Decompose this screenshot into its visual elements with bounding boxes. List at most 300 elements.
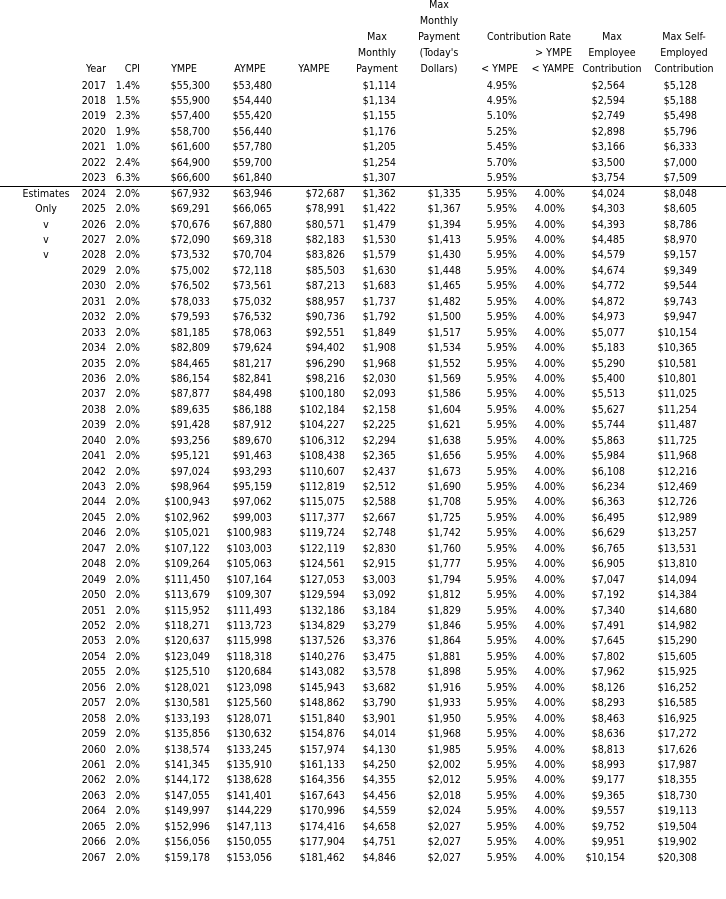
cell-ympe: $111,450 [164,573,210,586]
table-row [0,511,726,526]
cell-year: 2064 [81,805,106,818]
cell-rate-low: 5.95% [486,774,517,787]
cell-cpi: 2.0% [115,403,140,416]
cell-cpi: 2.0% [115,635,140,648]
cell-rate-low: 5.95% [486,419,517,432]
cell-yampe: $127,053 [299,573,345,586]
cell-cpi: 2.0% [115,542,140,555]
cell-year: 2041 [81,450,106,463]
cell-rate-low: 5.95% [486,836,517,849]
cell-rate-low: 5.95% [486,635,517,648]
cell-aympe: $73,561 [232,280,272,293]
cell-max-monthly: $4,355 [362,774,396,787]
cell-aympe: $93,293 [232,465,272,478]
cell-max-monthly: $1,155 [362,110,396,123]
cell-ympe: $128,021 [164,681,210,694]
cell-yampe: $72,687 [305,187,345,200]
cell-rate-high: 4.00% [534,836,565,849]
cell-year: 2025 [81,203,106,216]
cell-max-monthly-today: $1,621 [427,419,461,432]
table-row [0,171,726,186]
cell-max-monthly: $3,682 [362,681,396,694]
cell-aympe: $95,159 [232,481,272,494]
cell-rate-low: 5.25% [486,125,517,138]
cell-cpi: 6.3% [115,172,140,185]
cell-max-monthly: $2,667 [362,511,396,524]
cell-max-monthly: $1,683 [362,280,396,293]
cell-year: 2036 [81,372,106,385]
cell-yampe: $90,736 [305,311,345,324]
cell-max-employee: $6,905 [591,558,625,571]
table-row [0,279,726,294]
cell-cpi: 2.0% [115,203,140,216]
header-self-3: Contribution [654,63,714,75]
cell-ympe: $135,856 [164,728,210,741]
cell-max-employee: $7,340 [591,604,625,617]
cell-year: 2021 [81,141,106,154]
cell-max-self: $17,272 [657,728,697,741]
cell-cpi: 2.0% [115,511,140,524]
cell-max-monthly-today: $1,933 [427,697,461,710]
cell-max-monthly: $2,030 [362,372,396,385]
cell-max-monthly-today: $2,027 [427,820,461,833]
cell-max-monthly: $1,114 [362,79,396,92]
cell-ympe: $87,877 [170,388,210,401]
cell-aympe: $81,217 [232,357,272,370]
cell-aympe: $89,670 [232,434,272,447]
table-row [0,125,726,140]
cell-max-employee: $10,154 [585,851,625,864]
cell-rate-low: 5.95% [486,511,517,524]
cell-cpi: 2.0% [115,481,140,494]
cell-yampe: $134,829 [299,620,345,632]
cell-year: 2047 [81,542,106,555]
table-row [0,619,726,634]
cell-aympe: $144,229 [226,805,272,818]
cell-ympe: $61,600 [170,141,210,154]
cell-rate-low: 5.95% [486,728,517,741]
cell-max-monthly: $1,205 [362,141,396,154]
cell-rate-high: 4.00% [534,342,565,355]
cell-max-employee: $2,898 [591,125,625,138]
cell-cpi: 2.0% [115,712,140,725]
cell-max-employee: $9,177 [591,774,625,787]
cell-max-self: $10,365 [657,342,697,355]
cell-max-monthly-today: $1,760 [427,542,461,555]
cell-cpi: 2.0% [115,681,140,694]
cell-max-monthly-today: $2,027 [427,851,461,864]
cell-aympe: $107,164 [226,573,272,586]
cell-yampe: $100,180 [299,388,345,401]
table-row [0,465,726,480]
cell-max-monthly: $1,530 [362,234,396,246]
cell-ympe: $138,574 [164,743,210,756]
cell-rate-low: 5.95% [486,820,517,833]
cell-rate-low: 4.95% [486,79,517,92]
cell-year: 2026 [81,218,106,231]
cell-max-self: $15,290 [657,635,697,648]
cell-max-monthly-today: $1,534 [427,342,461,355]
cell-max-self: $8,605 [663,203,697,216]
cell-max-self: $10,581 [657,357,697,370]
cell-max-monthly-today: $1,916 [427,681,461,694]
cell-max-monthly: $2,588 [362,496,396,509]
cell-rate-low: 5.95% [486,357,517,370]
cell-rate-high: 4.00% [534,388,565,401]
cell-ympe: $118,271 [164,620,210,632]
cell-year: 2023 [81,172,106,185]
cell-year: 2018 [81,95,106,108]
table-row [0,773,726,788]
cell-yampe: $154,876 [299,728,345,741]
cell-cpi: 2.0% [115,728,140,741]
cell-max-monthly: $3,184 [362,604,396,617]
cell-aympe: $69,318 [232,234,272,246]
cell-rate-high: 4.00% [534,604,565,617]
cell-yampe: $140,276 [299,650,345,663]
cell-max-self: $9,743 [663,295,697,308]
cell-max-employee: $4,579 [591,249,625,262]
cell-max-monthly-today: $1,552 [427,357,461,370]
cell-max-self: $8,048 [663,187,697,200]
cell-cpi: 2.0% [115,820,140,833]
side-note: Only [35,203,57,216]
table-row [0,835,726,850]
cell-max-monthly: $4,751 [362,836,396,849]
table-row [0,712,726,727]
table-row [0,387,726,402]
cell-yampe: $96,290 [305,357,345,370]
table-row [0,264,726,279]
cell-yampe: $80,571 [305,218,345,231]
cell-rate-high: 4.00% [534,234,565,246]
cell-rate-high: 4.00% [534,511,565,524]
cell-max-self: $12,216 [657,465,697,478]
header-max-monthly-3: Payment [356,63,398,75]
cell-cpi: 2.0% [115,187,140,200]
table-row [0,573,726,588]
cell-max-monthly-today: $1,586 [427,388,461,401]
cell-year: 2067 [81,851,106,864]
header-today-3: Payment [418,31,460,43]
cell-year: 2042 [81,465,106,478]
cell-rate-low: 5.95% [486,326,517,339]
table-row [0,357,726,372]
cell-aympe: $141,401 [226,789,272,802]
cell-rate-low: 5.95% [486,280,517,293]
cell-ympe: $67,932 [170,187,210,200]
cell-rate-high: 4.00% [534,851,565,864]
cell-max-employee: $8,293 [591,697,625,710]
cell-max-self: $5,796 [663,125,697,138]
cell-aympe: $138,628 [226,774,272,787]
cell-max-monthly: $1,792 [362,311,396,324]
cell-max-monthly: $3,279 [362,620,396,632]
cell-rate-low: 5.10% [486,110,517,123]
cell-max-employee: $6,108 [591,465,625,478]
cell-max-self: $19,113 [657,805,697,818]
cell-max-monthly-today: $2,002 [427,758,461,771]
cell-max-monthly-today: $1,881 [427,650,461,663]
cell-ympe: $93,256 [170,434,210,447]
cell-max-monthly: $4,658 [362,820,396,833]
cell-max-self: $5,188 [663,95,697,108]
cell-max-self: $5,498 [663,110,697,123]
cell-max-monthly: $2,915 [362,558,396,571]
cell-max-monthly-today: $1,673 [427,465,461,478]
cell-max-monthly-today: $1,367 [427,203,461,216]
cell-max-monthly-today: $1,482 [427,295,461,308]
cell-max-monthly: $2,158 [362,403,396,416]
cell-yampe: $129,594 [299,589,345,602]
cell-rate-low: 5.95% [486,481,517,494]
cell-yampe: $108,438 [299,450,345,463]
cell-ympe: $156,056 [164,836,210,849]
cell-ympe: $78,033 [170,295,210,308]
cell-max-employee: $8,813 [591,743,625,756]
cell-aympe: $63,946 [232,187,272,200]
cell-aympe: $56,440 [232,125,272,138]
cell-max-employee: $3,754 [591,172,625,185]
cell-max-self: $13,531 [657,542,697,555]
cell-ympe: $109,264 [164,558,210,571]
cell-max-monthly-today: $1,638 [427,434,461,447]
table-row [0,650,726,665]
cell-max-self: $14,680 [657,604,697,617]
cell-aympe: $123,098 [226,681,272,694]
cell-year: 2053 [81,635,106,648]
cell-yampe: $88,957 [305,295,345,308]
cell-cpi: 2.0% [115,295,140,308]
cell-year: 2059 [81,728,106,741]
cell-rate-high: 4.00% [534,372,565,385]
header-rate-low: < YMPE [481,63,518,75]
cell-cpi: 2.4% [115,156,140,169]
cell-max-monthly-today: $1,690 [427,481,461,494]
cell-yampe: $143,082 [299,666,345,679]
cell-aympe: $82,841 [232,372,272,385]
cell-max-self: $13,810 [657,558,697,571]
cell-max-monthly-today: $1,968 [427,728,461,741]
cell-max-monthly: $3,578 [362,666,396,679]
cell-ympe: $81,185 [170,326,210,339]
cell-rate-low: 5.95% [486,434,517,447]
cell-max-self: $17,987 [657,758,697,771]
cell-rate-low: 5.95% [486,172,517,185]
cell-ympe: $91,428 [170,419,210,432]
cell-year: 2017 [81,79,106,92]
cell-max-employee: $3,166 [591,141,625,154]
header-yampe: YAMPE [298,63,330,75]
cell-max-monthly: $1,737 [362,295,396,308]
cell-max-employee: $4,303 [591,203,625,216]
cell-max-employee: $5,077 [591,326,625,339]
cell-rate-high: 4.00% [534,357,565,370]
cell-rate-low: 5.95% [486,465,517,478]
cell-max-employee: $6,765 [591,542,625,555]
cell-max-monthly-today: $1,604 [427,403,461,416]
cell-year: 2024 [81,187,106,200]
cell-yampe: $167,643 [299,789,345,802]
cell-max-monthly: $1,479 [362,218,396,231]
cell-max-self: $11,968 [657,450,697,463]
cell-max-employee: $5,863 [591,434,625,447]
cell-year: 2045 [81,511,106,524]
cell-rate-low: 5.95% [486,681,517,694]
cell-max-self: $10,801 [657,372,697,385]
cell-aympe: $72,118 [232,264,272,277]
cell-rate-high: 4.00% [534,403,565,416]
header-cpi: CPI [124,63,140,75]
cell-year: 2055 [81,666,106,679]
cell-aympe: $61,840 [232,172,272,185]
cell-yampe: $137,526 [299,635,345,648]
cell-max-monthly: $2,365 [362,450,396,463]
cell-rate-high: 4.00% [534,774,565,787]
cell-ympe: $100,943 [164,496,210,509]
cell-rate-low: 5.95% [486,218,517,231]
header-ympe: YMPE [171,63,197,75]
cell-max-self: $17,626 [657,743,697,756]
cell-cpi: 2.0% [115,218,140,231]
cell-yampe: $148,862 [299,697,345,710]
cell-ympe: $66,600 [170,172,210,185]
table-row [0,480,726,495]
cell-cpi: 2.0% [115,326,140,339]
cell-max-employee: $4,024 [591,187,625,200]
cell-cpi: 2.0% [115,249,140,262]
cell-max-self: $15,925 [657,666,697,679]
cell-aympe: $113,723 [226,620,272,632]
cell-max-monthly: $1,254 [362,156,396,169]
cell-ympe: $55,900 [170,95,210,108]
side-note: v [43,249,49,262]
cell-max-self: $11,487 [657,419,697,432]
cell-ympe: $57,400 [170,110,210,123]
cell-rate-low: 5.95% [486,758,517,771]
cell-yampe: $98,216 [305,372,345,385]
cell-year: 2028 [81,249,106,262]
cell-aympe: $135,910 [226,758,272,771]
cell-rate-low: 5.95% [486,620,517,632]
header-employee-1: Max [602,31,622,43]
header-rate-high-2: < YAMPE [531,63,574,75]
cell-year: 2046 [81,527,106,540]
cell-ympe: $84,465 [170,357,210,370]
cell-ympe: $105,021 [164,527,210,540]
cell-max-self: $11,725 [657,434,697,447]
table-row [0,542,726,557]
cell-rate-high: 4.00% [534,311,565,324]
cell-rate-low: 5.95% [486,697,517,710]
cell-ympe: $159,178 [164,851,210,864]
cell-yampe: $157,974 [299,743,345,756]
cell-max-self: $19,504 [657,820,697,833]
cell-cpi: 2.0% [115,372,140,385]
cell-max-monthly: $2,225 [362,419,396,432]
cell-max-monthly: $1,307 [362,172,396,185]
table-row [0,758,726,773]
cell-max-self: $9,157 [663,249,697,262]
cell-max-monthly-today: $2,024 [427,805,461,818]
cell-rate-low: 5.95% [486,388,517,401]
cell-rate-high: 4.00% [534,280,565,293]
cell-ympe: $82,809 [170,342,210,355]
cell-cpi: 2.0% [115,789,140,802]
cell-yampe: $145,943 [299,681,345,694]
table-row [0,418,726,433]
cell-max-monthly: $1,362 [362,187,396,200]
cell-max-employee: $6,363 [591,496,625,509]
cell-ympe: $73,532 [170,249,210,262]
cell-rate-high: 4.00% [534,728,565,741]
cell-max-monthly-today: $1,777 [427,558,461,571]
cell-rate-high: 4.00% [534,558,565,571]
cell-max-employee: $6,234 [591,481,625,494]
cell-max-monthly-today: $1,725 [427,511,461,524]
cell-aympe: $75,032 [232,295,272,308]
cell-rate-low: 5.95% [486,789,517,802]
side-note: v [43,218,49,231]
cell-rate-high: 4.00% [534,542,565,555]
cell-year: 2019 [81,110,106,123]
table-row [0,449,726,464]
cell-year: 2048 [81,558,106,571]
header-max-monthly-1: Max [367,31,387,43]
cell-max-employee: $5,290 [591,357,625,370]
cell-max-monthly: $2,437 [362,465,396,478]
table-row [0,804,726,819]
cell-max-self: $10,154 [657,326,697,339]
cell-max-self: $16,252 [657,681,697,694]
cell-max-monthly-today: $1,846 [427,620,461,632]
table-row [0,295,726,310]
cell-rate-low: 5.95% [486,311,517,324]
cell-ympe: $152,996 [164,820,210,833]
cell-rate-low: 5.95% [486,496,517,509]
cell-max-monthly-today: $1,898 [427,666,461,679]
cell-rate-high: 4.00% [534,419,565,432]
header-rate-high-1: > YMPE [535,47,572,59]
header-today-2: Monthly [419,15,459,27]
cell-cpi: 2.0% [115,743,140,756]
cell-year: 2031 [81,295,106,308]
cell-yampe: $119,724 [299,527,345,540]
cell-max-monthly-today: $1,430 [427,249,461,262]
cell-aympe: $115,998 [226,635,272,648]
cell-max-self: $12,726 [657,496,697,509]
cell-yampe: $151,840 [299,712,345,725]
cell-max-monthly-today: $1,394 [427,218,461,231]
cell-max-self: $18,355 [657,774,697,787]
cell-max-monthly: $2,830 [362,542,396,555]
cell-ympe: $97,024 [170,465,210,478]
table-row [0,109,726,124]
table-row [0,665,726,680]
header-today-4: (Today's [419,47,459,59]
cell-ympe: $86,154 [170,372,210,385]
cell-rate-high: 4.00% [534,589,565,602]
cell-aympe: $147,113 [226,820,272,833]
cell-aympe: $128,071 [226,712,272,725]
cell-max-self: $14,094 [657,573,697,586]
cell-aympe: $111,493 [226,604,272,617]
table-row [0,727,726,742]
cell-max-self: $20,308 [657,851,697,864]
table-row [0,851,726,866]
cell-cpi: 2.0% [115,620,140,632]
cell-max-self: $9,544 [663,280,697,293]
